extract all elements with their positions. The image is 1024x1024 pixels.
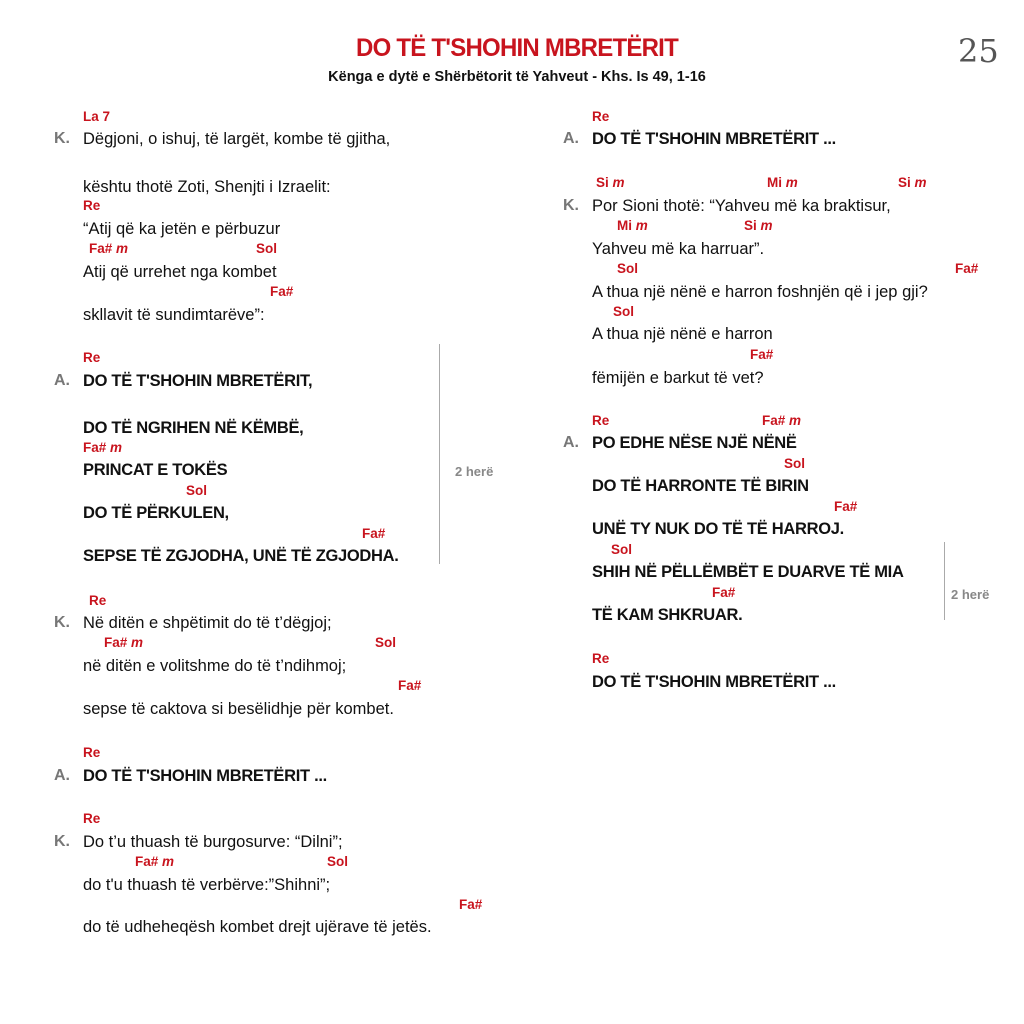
chord: Fa# m bbox=[762, 413, 802, 428]
lyric-line: do të udheheqësh kombet drejt ujërave të jetës. bbox=[83, 918, 432, 936]
refrain-line: DO TË NGRIHEN NË KËMBË, bbox=[83, 419, 304, 437]
chord: La 7 bbox=[83, 109, 111, 124]
chord: Fa# m bbox=[135, 854, 175, 869]
chord: Re bbox=[592, 651, 610, 666]
repeat-label: 2 herë bbox=[951, 587, 990, 602]
chord: Sol bbox=[611, 542, 633, 557]
role-cantor: K. bbox=[54, 614, 70, 631]
lyric-line: Por Sioni thotë: “Yahveu më ka braktisur, bbox=[592, 197, 891, 215]
refrain-line: SEPSE TË ZGJODHA, UNË TË ZGJODHA. bbox=[83, 547, 399, 565]
lyric-line: “Atij që ka jetën e përbuzur bbox=[83, 220, 281, 238]
chord: Si m bbox=[744, 218, 773, 233]
repeat-label: 2 herë bbox=[455, 464, 494, 479]
chord: Sol bbox=[617, 261, 639, 276]
role-assembly: A. bbox=[563, 130, 579, 147]
chord: Fa# bbox=[955, 261, 979, 276]
lyric-line: në ditën e volitshme do të t’ndihmoj; bbox=[83, 657, 347, 675]
refrain-line: DO TË T'SHOHIN MBRETËRIT ... bbox=[83, 767, 327, 785]
chord: Fa# bbox=[834, 499, 858, 514]
chord: Fa# bbox=[398, 678, 422, 693]
lyric-line: Yahveu më ka harruar”. bbox=[592, 240, 765, 258]
lyric-line: fëmijën e barkut të vet? bbox=[592, 369, 764, 387]
refrain-line: DO TË T'SHOHIN MBRETËRIT ... bbox=[592, 673, 836, 691]
role-assembly: A. bbox=[54, 372, 70, 389]
song-subtitle: Kënga e dytë e Shërbëtorit të Yahveut - Khs. Is 49, 1-16 bbox=[328, 69, 706, 85]
chord: Fa# bbox=[750, 347, 774, 362]
role-cantor: K. bbox=[54, 130, 70, 147]
refrain-line: TË KAM SHKRUAR. bbox=[592, 606, 743, 624]
repeat-bracket bbox=[944, 542, 945, 620]
chord: Sol bbox=[375, 635, 397, 650]
chord: Mi m bbox=[617, 218, 648, 233]
chord: Sol bbox=[784, 456, 806, 471]
chord: Re bbox=[89, 593, 107, 608]
chord: Fa# bbox=[459, 897, 483, 912]
chord: Re bbox=[83, 745, 101, 760]
chord: Fa# bbox=[270, 284, 294, 299]
lyric-line: sepse të caktova si besëlidhje për kombet. bbox=[83, 700, 394, 718]
lyric-line: Dëgjoni, o ishuj, të largët, kombe të gjitha, bbox=[83, 130, 391, 148]
lyric-line: A thua një nënë e harron bbox=[592, 325, 773, 343]
page-number: 25 bbox=[958, 32, 999, 70]
lyric-line: Në ditën e shpëtimit do të t’dëgjoj; bbox=[83, 614, 332, 632]
chord: Fa# m bbox=[83, 440, 123, 455]
chord: Sol bbox=[327, 854, 349, 869]
role-cantor: K. bbox=[54, 833, 70, 850]
chord: Re bbox=[83, 350, 101, 365]
chord: Sol bbox=[186, 483, 208, 498]
chord: Re bbox=[592, 413, 610, 428]
refrain-line: DO TË T'SHOHIN MBRETËRIT ... bbox=[592, 130, 836, 148]
role-cantor: K. bbox=[563, 197, 579, 214]
chord: Sol bbox=[256, 241, 278, 256]
chord: Fa# m bbox=[89, 241, 129, 256]
chord: Fa# m bbox=[104, 635, 144, 650]
lyric-line: kështu thotë Zoti, Shenjti i Izraelit: bbox=[83, 178, 331, 196]
refrain-line: DO TË PËRKULEN, bbox=[83, 504, 229, 522]
refrain-line: PO EDHE NËSE NJË NËNË bbox=[592, 434, 797, 452]
chord: Re bbox=[592, 109, 610, 124]
refrain-line: PRINCAT E TOKËS bbox=[83, 461, 228, 479]
chord: Mi m bbox=[767, 175, 798, 190]
refrain-line: SHIH NË PËLLËMBËT E DUARVE TË MIA bbox=[592, 563, 904, 581]
role-assembly: A. bbox=[563, 434, 579, 451]
repeat-bracket bbox=[439, 344, 440, 564]
chord: Fa# bbox=[712, 585, 736, 600]
chord: Sol bbox=[613, 304, 635, 319]
lyric-line: A thua një nënë e harron foshnjën që i jep gji? bbox=[592, 283, 928, 301]
chord: Fa# bbox=[362, 526, 386, 541]
refrain-line: DO TË T'SHOHIN MBRETËRIT, bbox=[83, 372, 313, 390]
song-title: DO TË T'SHOHIN MBRETËRIT bbox=[356, 34, 678, 62]
chord: Si m bbox=[898, 175, 927, 190]
role-assembly: A. bbox=[54, 767, 70, 784]
chord: Re bbox=[83, 198, 101, 213]
lyric-line: Atij që urrehet nga kombet bbox=[83, 263, 277, 281]
lyric-line: do t'u thuash të verbërve:”Shihni”; bbox=[83, 876, 331, 894]
chord: Si m bbox=[596, 175, 625, 190]
lyric-line: Do t’u thuash të burgosurve: “Dilni”; bbox=[83, 833, 343, 851]
chord: Re bbox=[83, 811, 101, 826]
refrain-line: DO TË HARRONTE TË BIRIN bbox=[592, 477, 809, 495]
lyric-line: skllavit të sundimtarëve”: bbox=[83, 306, 265, 324]
refrain-line: UNË TY NUK DO TË TË HARROJ. bbox=[592, 520, 844, 538]
